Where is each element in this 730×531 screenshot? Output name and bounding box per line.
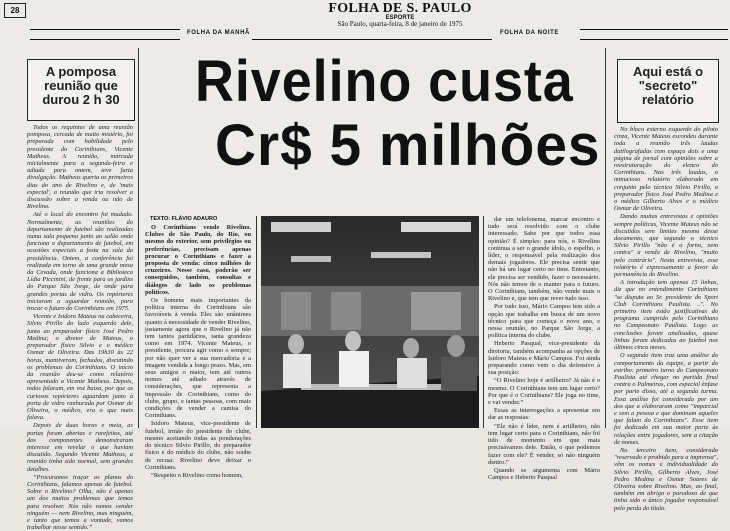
center-column-a: [145, 224, 251, 479]
meeting-photo-image: [261, 216, 479, 428]
right-paragraph: Dando muitas entrevistas e opiniões sempre políticas, Vicente Mateus não se discutidos sem limites mesmo desse documento, que segundo o técnico Silvio Pirillo "não é o forno, nem contra" a venda de Rivelino, "muito pelo contrário". Nesta entrevista, esse relatório é expressamente a favor da permanência do Rivelino.: [614, 213, 718, 279]
right-paragraph: No terceiro item, considerado "reservado e proibido para a imprensa", vêm os nomes e individualidade do Silvio Pirillo, Gilberto Alves, José Pedro Medina e Osmar Soares de Oliveira sobre Rivelino. Mas, ao final, também em abrigo o paradoxo de que tinha sido o único jogador responsável pelo perda do título.: [614, 446, 718, 512]
left-column-text: [27, 124, 133, 531]
edition-left: FOLHA DA MANHÃ: [187, 30, 250, 36]
main-headline-line2: Cr$ 5 milhões: [215, 113, 601, 178]
left-headline: A pomposa reunião que durou 2 h 30: [42, 64, 120, 107]
issue-date: São Paulo, quarta-feira, 8 de janeiro de 1975: [337, 20, 463, 28]
center-a-paragraph: “Respeito o Rivelino como homem,: [151, 471, 243, 479]
column-divider-center: [256, 216, 257, 428]
left-paragraph: Todos os requintes de uma reunião pomposa, cercada de muito mistério, foi preparada com habilidade pelo presidente do Corinthians, Vicente Matheus. A reunião, marcada inicialmente para a segunda-feira e adiada para ontem, teve farta divulgação. Matheus queria os primeiros dias do ano de Rivelino e, de 'mais especial', a reunião que iria resolver a discussão sobre a venda ou não de Rivelino.: [27, 124, 133, 211]
column-divider-center-right: [483, 216, 484, 428]
header-rule-left-bottom: [30, 39, 180, 40]
right-paragraph: O segundo item traz uma análise do comportamento da equipe, a partir do estribo: primeiro turno do Campeonato Paulista até chegar no partida final contra o Palmeiras, com especial ênfase por parte disso, até a segunda turma. Essa análise foi considerada por um dos que a elaboraram como "imparcial e sem a pessoa e que dominam aqueles que falam do Corinthians". Esse item foi dedicado em sua maior parte às relações entre jogadores, sem a citação de nomes.: [614, 352, 718, 446]
header-rule-left: [30, 29, 180, 30]
center-a-paragraph: Isidoro Mateus, vice-presidente de futebol, irmão do presidente do clube, mesmo aceitando todas as ponderações do técnico Silvio Pirillo, do preparador físico e do médico do clube, não soube de recuar. Rivelino deve deixar o Corinthians.: [145, 420, 251, 471]
column-divider-right: [605, 48, 606, 428]
left-paragraph: “Procuramos traçar os planos do Corinthians, falamos apenas de futebol. Sobre o Rivelino? Olha, não é apenas um dos muitos problemas que temos para resolver. Nós não vamos vender ninguém — nem Rivelino, mas ninguém, e tanto que temos a vontade, vamos trabalhar nesse sentido.”: [27, 473, 133, 531]
center-b-paragraph: “O Rivelino hoje é artilheiro? Já não é o mesmo. O Corinthians tem um lugar certo? Por que é o Corinthians? Ele joga no time, e vai vender.”: [488, 377, 600, 407]
meeting-photo: [261, 216, 479, 428]
center-a-paragraph: Os homens mais importantes da política interna do Corinthians são favoráveis à venda. Eles são unânimes quanto à necessidade de vender Rivelino, justamente agora que o Rivelino já não tem tantos partidários, tanta grandeza como em 1974. Vicente Mateus, o presidente, procura agir como o sempre; por não quer ver a sua mercadoria e a imagem vendida a longo prazo. Mas, em seus amigos o maior, tem até outros nomes até adiado através de considerações, que representa a impressão de Corinthians, como do clube, grupo, e tantas pessoas, com mais condições de vender a camisa do Corinthians.: [145, 297, 251, 420]
header-rule-right-bottom: [580, 39, 728, 40]
center-column-b: [488, 216, 600, 482]
right-column-text: [614, 126, 718, 512]
left-paragraph: Vicente e Isidoro Mateus na cabeceira, Silvio Pirillo do lado esquerdo dele, junto ao preparador físico José Pedro Medina; o diretor de Mateus, o preparador físico Silvio e o médico Osmar de Oliveira. Das 19h30 às 22 horas, mantiveram, fechados, discutindo os problemas do Corinthians. O início da reunião deu-se como relatório apresentado a Vicente Matheus. Depois, todos falaram, em voz baixa, por que os curiosos repórteres aguardam junto à porta de vidro ranhurada por Osmar de Oliveira, o médico, era o que mais falava.: [27, 313, 133, 422]
center-b-paragraph: Heberto Pasqual, vice-presidente da diretoria, também acompanha as opções de Isidoro Mateus e Mário Campos. Foi ainda preparando como vem o dia defensivo à sua posição:: [488, 340, 600, 377]
newspaper-title: FOLHA DE S. PAULO: [328, 1, 472, 16]
center-a-paragraph: O Corinthians vende Rivelino. Clubes de São Paulo, do Rio, ou mesmo do exterior, sem privilégios ou preferências, precisam apenas procurar o Corinthians e fazer a proposta de venda: cinco milhões de cruzeiros. Nesse caso, poderão ser conseguidos, também, consultas e diálogos de lado os problemas políticos.: [145, 224, 251, 296]
center-b-paragraph: “Ele não é líder, nem é artilheiro, não tem lugar certo para o Corinthians, não foi tido de momento em que mais precisávamos dele. Então, o que podemos fazer com ele? É vender, só não ninguém dentro.”: [488, 422, 600, 466]
left-headline-box: [27, 59, 135, 121]
center-b-paragraph: Quando se argumenta com Mário Campos e Heberto Pasqual: [488, 466, 600, 482]
edition-right: FOLHA DA NOITE: [500, 30, 559, 36]
center-b-paragraph: dar um telefonema, marcar encontro e tudo será resolvido com o clube interessado. Sabe por que todos essa opinião? É simples: para nós, o Rivelino continua a ser o grande ídolo, o espelho, o líder, o responsável pela realização dos demais jogadores. Ele precisa sentir que não há um lugar certo no time. Entretanto, ele precisa ser vendido, fazer o necessário. Nós não temos de o manter para o futuro. O Corinthians, também, não vende mais o Rivelino e, que tem que rever tudo isso.: [488, 216, 600, 303]
main-headline-line1: Rivelino custa: [195, 49, 574, 114]
page-number: 28: [4, 3, 26, 18]
right-headline-box: [617, 59, 719, 123]
section-name: ESPORTE: [385, 15, 415, 21]
right-headline: Aqui está o "secreto" relatório: [632, 64, 704, 107]
right-paragraph: A introdução tem apenas 15 linhas, diz que no entendimento Corinthians "se disputa ao Sr. presidente do Sport Club Corinthians Paulista. ..". No primeiro item estão justificativas do programa cumprido pelo Corinthians no Campeonato Paulista. Logo as conclusões foram analisadas, quase linhas foram dedicadas ao futebol nos últimos cinco meses.: [614, 279, 718, 352]
left-paragraph: Depois de duas horas e meia, as portas foram abertas e rarefeitos, até dos componentes demonstraram interesse em revelar o que haviam discutido. Segundo Vicente Matheus, a reunião tinha sido normal, sem grandes detalhes.: [27, 422, 133, 473]
left-paragraph: Até o local do encontro foi mudado. Normalmente, as reuniões do departamento de futebol são realizadas numa sala pequena junto ao salão onde funciona o departamento de futebol, em ocasiões especiais a festa na sala da presidência. Ontem, a conferência foi realizada em torno de uma grande mesa da Cevada, onde funciona a Biblioteca Lídia Piccinini, de frente para os jardins do Parque São Jorge, de onde para grandes portas de vidro. Os repórteres iniciaram a aguardar reunião, para trocar o futuro do Corinthians em 1975.: [27, 211, 133, 313]
author-credit: TEXTO: FLÁVIO ADAURO: [150, 216, 218, 222]
masthead: [300, 1, 500, 28]
center-b-paragraph: Por tudo isso, Mário Campos tem sido a opção que trabalha em busca de um novo técnico para que começa o novo ano, e nessa reunião, no Parque São Jorge, a política interna do clube.: [488, 303, 600, 340]
header-rule-center: [252, 39, 492, 40]
column-divider-left: [138, 48, 139, 428]
center-b-paragraph: Essas as interrogações a apresentar em dar as respostas:: [488, 407, 600, 422]
header-rule-right: [580, 29, 728, 30]
right-paragraph: No bloco externo esquerdo do piloto cinza, Vicente Mateus escondeu durante toda a reunião três laudas datilografadas com espaço dois e uma página de jornal com opiniões sobre a reestruturação do elenco do Corinthians. Nas três laudas, o minucioso relatório elaborado em conjunto pelo técnico Silvio Pirillo, o preparador físico José Pedro Medina e o médico Gilberto Alves e o médico Osmar de Oliveira.: [614, 126, 718, 213]
